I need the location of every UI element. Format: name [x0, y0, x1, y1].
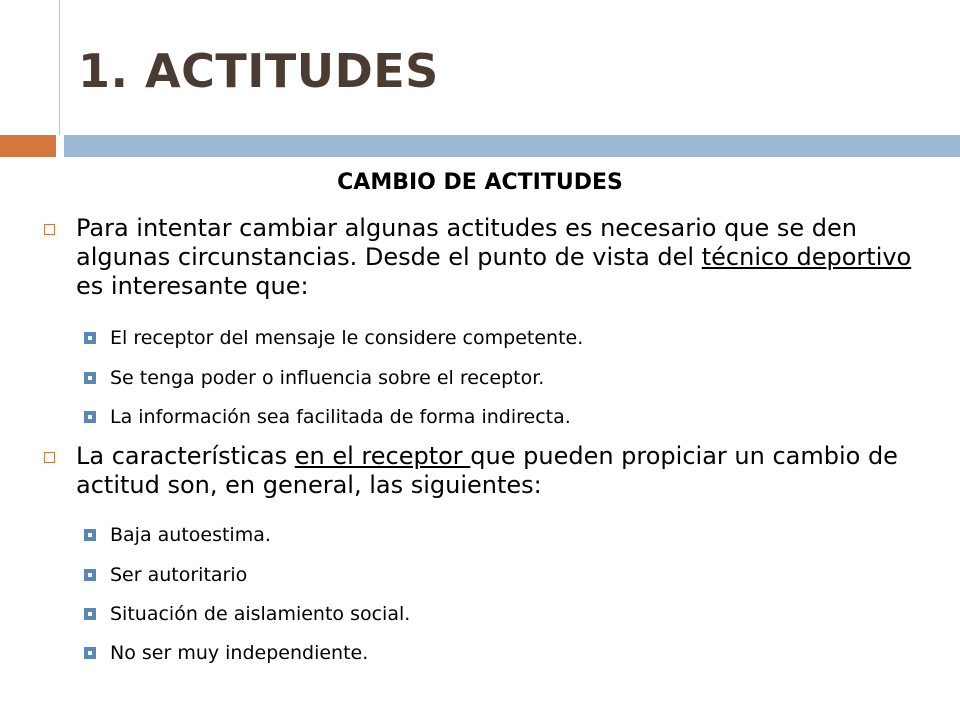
- section-subtitle: CAMBIO DE ACTITUDES: [337, 170, 623, 195]
- title-underline-bar: [64, 135, 960, 157]
- square-bullet-icon: [84, 647, 96, 659]
- sub-bullet-item: Ser autoritario: [110, 564, 248, 586]
- square-bullet-icon: [84, 332, 96, 344]
- square-bullet-icon: [84, 529, 96, 541]
- header-divider-line: [59, 0, 60, 135]
- sub-bullet-item: El receptor del mensaje le considere competente.: [110, 327, 584, 349]
- bullet-1-underlined-text: técnico deportivo: [701, 243, 912, 271]
- square-bullet-icon: [44, 224, 55, 235]
- slide-title: 1. ACTITUDES: [78, 44, 439, 98]
- square-bullet-icon: [84, 569, 96, 581]
- sub-bullet-item: Situación de aislamiento social.: [110, 603, 411, 625]
- square-bullet-icon: [84, 411, 96, 423]
- bullet-1-text-before: Para intentar cambiar algunas actitudes es necesario que se den algunas circunstancias. Desde el punto de vista del: [76, 214, 858, 271]
- bullet-2-underlined-text: en el receptor: [294, 442, 471, 470]
- square-bullet-icon: [84, 608, 96, 620]
- bullet-1-text-after: es interesante que:: [76, 272, 309, 300]
- sub-bullet-item: Se tenga poder o influencia sobre el receptor.: [110, 367, 545, 389]
- title-accent-bar: [0, 135, 56, 157]
- sub-bullet-item: Baja autoestima.: [110, 524, 271, 546]
- sub-bullet-item: La información sea facilitada de forma indirecta.: [110, 406, 571, 428]
- square-bullet-icon: [44, 452, 55, 463]
- bullet-2-text-after: que pueden propiciar un cambio de actitud son, en general, las siguientes:: [76, 442, 898, 499]
- bullet-paragraph-1: [76, 214, 936, 301]
- square-bullet-icon: [84, 372, 96, 384]
- bullet-paragraph-2: [76, 442, 936, 500]
- sub-bullet-item: No ser muy independiente.: [110, 642, 369, 664]
- bullet-2-text-before: La características: [76, 442, 295, 470]
